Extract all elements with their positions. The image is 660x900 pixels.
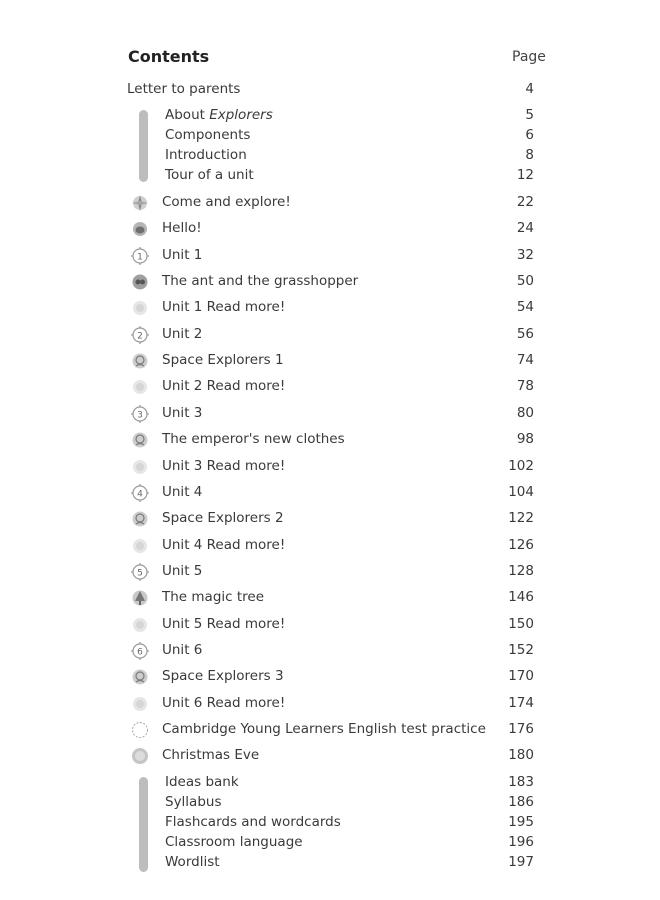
toc-row-intro[interactable]: [0, 126, 660, 146]
toc-row-end[interactable]: [0, 853, 660, 873]
toc-page-number: 126: [508, 536, 534, 553]
toc-label-text: The magic tree: [162, 589, 265, 606]
test-practice-icon: [130, 720, 150, 740]
tree-icon: [130, 588, 150, 608]
toc-label-text: Classroom language: [165, 834, 303, 850]
toc-page-number: 54: [516, 299, 534, 316]
space-explorer-icon: [130, 667, 150, 687]
toc-page-number: 102: [508, 457, 534, 474]
toc-page-number: 98: [516, 431, 534, 448]
toc-page-number: 50: [516, 273, 534, 290]
toc-label: [162, 616, 285, 632]
toc-label-text: Introduction: [165, 147, 247, 163]
read-more-icon: [130, 615, 150, 635]
toc-row[interactable]: [0, 377, 660, 397]
toc-row[interactable]: [0, 615, 660, 635]
toc-row[interactable]: [0, 430, 660, 450]
unit-2-badge-icon: [130, 325, 150, 345]
toc-page-number: 195: [508, 814, 534, 830]
toc-label: [162, 273, 358, 289]
toc-label-text: Space Explorers 2: [162, 510, 284, 527]
toc-label: [162, 299, 285, 315]
toc-row[interactable]: [0, 351, 660, 371]
toc-label: [162, 721, 486, 737]
toc-label: [165, 834, 303, 850]
toc-row[interactable]: [0, 694, 660, 714]
toc-label-text: Unit 5: [162, 562, 203, 579]
toc-page-number: 122: [508, 510, 534, 527]
toc-label-text: Components: [165, 127, 251, 143]
toc-page-number: 170: [508, 668, 534, 685]
toc-label-text: Unit 4: [162, 483, 203, 500]
toc-page-number: 152: [508, 641, 534, 658]
toc-row[interactable]: [0, 509, 660, 529]
toc-page-number: 180: [508, 747, 534, 764]
toc-label: [162, 510, 284, 526]
ant-icon: [130, 272, 150, 292]
toc-label-text: Hello!: [162, 220, 202, 237]
space-explorer-icon: [130, 351, 150, 371]
toc-label-text: Unit 3 Read more!: [162, 457, 286, 474]
read-more-icon: [130, 457, 150, 477]
toc-row-intro[interactable]: [0, 106, 660, 126]
toc-page-number: 32: [516, 246, 534, 263]
toc-page-number: 8: [525, 147, 534, 163]
toc-page-number: 176: [508, 721, 534, 737]
compass-icon: [130, 193, 150, 213]
toc-label: [165, 854, 220, 870]
toc-page-number: 5: [525, 107, 534, 123]
toc-page-number: 12: [516, 167, 534, 183]
toc-page-number: 56: [516, 325, 534, 342]
unit-badge-number: 4: [137, 489, 143, 500]
unit-badge-number: 6: [137, 647, 143, 658]
toc-label-text: Unit 6 Read more!: [162, 694, 286, 711]
toc-row[interactable]: [0, 457, 660, 477]
toc-page-number: 22: [516, 194, 534, 210]
unit-badge-number: 5: [137, 568, 143, 579]
toc-row[interactable]: [0, 246, 660, 266]
toc-label: [162, 194, 291, 210]
toc-row[interactable]: [0, 667, 660, 687]
toc-label: [162, 352, 284, 368]
toc-label: [162, 484, 202, 500]
toc-row-end[interactable]: [0, 793, 660, 813]
toc-page-number: 78: [516, 378, 534, 395]
toc-row[interactable]: [0, 483, 660, 503]
toc-label-text: The ant and the grasshopper: [162, 273, 359, 290]
toc-row[interactable]: [0, 272, 660, 292]
toc-label: [162, 326, 202, 342]
toc-label-text: Unit 2: [162, 325, 203, 342]
toc-row[interactable]: [0, 588, 660, 608]
toc-page-number: 74: [516, 352, 534, 369]
toc-label-text: Cambridge Young Learners English test practice: [162, 721, 486, 737]
unit-badge-number: 2: [137, 331, 143, 342]
toc-page-number: 4: [525, 81, 534, 97]
toc-row-end[interactable]: [0, 773, 660, 793]
toc-label: [162, 220, 202, 236]
toc-page-number: 174: [508, 694, 534, 711]
toc-label: [165, 794, 222, 810]
unit-3-badge-icon: [130, 404, 150, 424]
toc-label: [162, 563, 202, 579]
toc-row[interactable]: [0, 536, 660, 556]
toc-label-text: Christmas Eve: [162, 747, 260, 764]
toc-page-number: 6: [525, 127, 534, 143]
toc-label-text: Unit 3: [162, 404, 203, 421]
toc-label-text: Unit 6: [162, 641, 203, 658]
bird-icon: [130, 219, 150, 239]
toc-label: [165, 127, 250, 143]
toc-label-text: The emperor's new clothes: [162, 431, 345, 448]
toc-label: [162, 247, 202, 263]
toc-label-text: Unit 1 Read more!: [162, 299, 286, 316]
page-column-header: Page: [512, 49, 546, 65]
toc-page-number: 196: [508, 834, 534, 850]
space-explorer-icon: [130, 509, 150, 529]
toc-label: Letter to parents: [127, 81, 241, 97]
toc-label: [162, 668, 284, 684]
toc-label: [162, 747, 259, 763]
toc-row[interactable]: [0, 193, 660, 213]
read-more-icon: [130, 377, 150, 397]
unit-6-badge-icon: [130, 641, 150, 661]
toc-label-text: Unit 4 Read more!: [162, 536, 286, 553]
toc-page-number: 183: [508, 774, 534, 790]
toc-page-number: 80: [516, 404, 534, 421]
toc-label: [162, 405, 202, 421]
unit-badge-number: 3: [137, 410, 143, 421]
read-more-icon: [130, 298, 150, 318]
toc-page-number: 104: [508, 483, 534, 500]
toc-row[interactable]: [0, 219, 660, 239]
toc-page-number: 24: [516, 220, 534, 237]
toc-label-italic: Explorers: [209, 107, 273, 123]
toc-label-text: Space Explorers 3: [162, 668, 284, 685]
toc-label: [162, 431, 345, 447]
toc-label: [162, 458, 285, 474]
toc-row-end[interactable]: [0, 833, 660, 853]
toc-row-intro[interactable]: [0, 166, 660, 186]
toc-row[interactable]: [0, 720, 660, 740]
toc-label: [165, 774, 239, 790]
toc-label-text: Unit 1: [162, 246, 203, 263]
toc-page-number: 146: [508, 589, 534, 606]
page-title: Contents: [128, 47, 210, 66]
toc-label: [165, 814, 341, 830]
toc-label-text: About: [165, 107, 210, 123]
toc-label-text: Come and explore!: [162, 194, 291, 210]
toc-label: [162, 642, 202, 658]
toc-row[interactable]: [0, 325, 660, 345]
toc-page-number: 150: [508, 615, 534, 632]
toc-label-text: Unit 2 Read more!: [162, 378, 286, 395]
toc-page-number: 197: [508, 854, 534, 870]
toc-label-text: Ideas bank: [165, 774, 239, 790]
toc-label: [162, 589, 264, 605]
toc-row-end[interactable]: [0, 813, 660, 833]
toc-label: [165, 107, 273, 123]
toc-row[interactable]: [0, 298, 660, 318]
toc-label-text: Unit 5 Read more!: [162, 615, 286, 632]
toc-label-text: Flashcards and wordcards: [165, 814, 341, 830]
unit-5-badge-icon: [130, 562, 150, 582]
toc-row[interactable]: [0, 641, 660, 661]
emperor-icon: [130, 430, 150, 450]
toc-label-text: Syllabus: [165, 794, 222, 810]
toc-row[interactable]: [0, 562, 660, 582]
toc-label-text: Wordlist: [165, 854, 220, 870]
unit-badge-number: 1: [137, 252, 143, 263]
christmas-icon: [130, 746, 150, 766]
toc-page-number: 128: [508, 562, 534, 579]
toc-label: [165, 147, 247, 163]
toc-page-number: 186: [508, 794, 534, 810]
unit-1-badge-icon: [130, 246, 150, 266]
toc-label-text: Tour of a unit: [165, 167, 254, 183]
toc-label: [165, 167, 254, 183]
toc-label-text: Space Explorers 1: [162, 352, 284, 369]
toc-row[interactable]: [0, 404, 660, 424]
toc-row-letter[interactable]: [0, 80, 660, 100]
toc-row[interactable]: [0, 746, 660, 766]
toc-label: [162, 378, 285, 394]
read-more-icon: [130, 694, 150, 714]
toc-label: [162, 537, 285, 553]
unit-4-badge-icon: [130, 483, 150, 503]
toc-label: [162, 695, 285, 711]
read-more-icon: [130, 536, 150, 556]
toc-row-intro[interactable]: [0, 146, 660, 166]
